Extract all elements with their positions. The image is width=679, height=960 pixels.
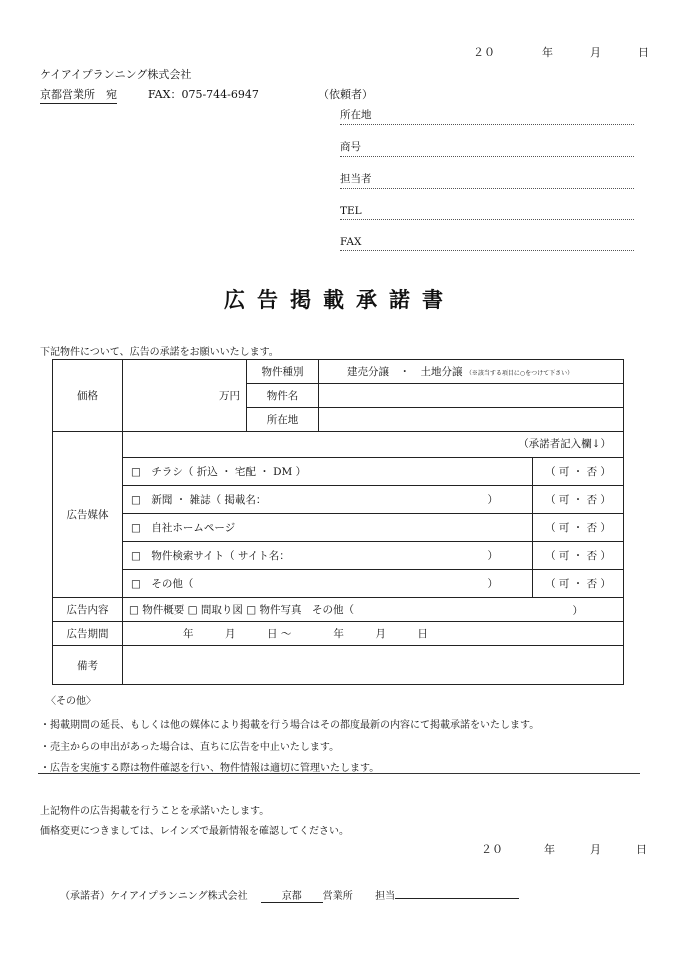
approver-line [60, 886, 519, 903]
approval-choice[interactable]: （ 可 ・ 否 ） [545, 494, 611, 506]
notes-heading: 〈その他〉 [46, 696, 96, 707]
property-type-cell[interactable] [319, 360, 624, 384]
content-cell[interactable] [123, 598, 624, 622]
date-month: 月 [590, 46, 601, 59]
intro-text: 下記物件について、広告の承諾をお願いいたします。 [40, 347, 279, 358]
approval-line-1: 上記物件の広告掲載を行うことを承諾いたします。 [40, 806, 270, 817]
field-trade-name[interactable]: 商号 [340, 138, 634, 157]
company-name: ケイアイプランニング株式会社 [40, 68, 192, 81]
requester-label: （依頼者） [318, 88, 373, 101]
note-item: ・掲載期間の延長、もしくは他の媒体により掲載を行う場合はその都度最新の内容にて掲載承諾をいたします。 [40, 720, 540, 731]
media-label: 広告媒体 [53, 432, 123, 598]
office-suffix: 営業所 [322, 891, 353, 902]
location-input[interactable] [319, 408, 624, 432]
content-close: ） [572, 605, 583, 617]
divider [38, 773, 640, 774]
approver-prefix: （承諾者）ケイアイプランニング株式会社 [60, 891, 248, 902]
property-type-value: 建売分譲 ・ 土地分譲 [347, 366, 463, 378]
content-value: □ 物件概要 □ 間取り図 □ 物件写真 その他（ [129, 604, 354, 616]
note-item: ・売主からの申出があった場合は、直ちに広告を中止いたします。 [40, 742, 340, 753]
media-row-other[interactable]: □ その他（ ） （ 可 ・ 否 ） [123, 569, 623, 597]
media-cell [123, 432, 624, 598]
property-name-label: 物件名 [247, 384, 319, 408]
property-name-input[interactable] [319, 384, 624, 408]
price-label: 価格 [53, 360, 123, 432]
property-type-note: （※該当する項目に○をつけて下さい） [465, 370, 574, 377]
approval-line-2: 価格変更につきましては、レインズで最新情報を確認してください。 [40, 826, 349, 837]
media-row-newspaper[interactable]: □ 新聞 ・ 雑誌（ 掲載名： ） （ 可 ・ 否 ） [123, 485, 623, 513]
header-date [473, 44, 649, 60]
staff-signature-field[interactable] [395, 886, 519, 899]
date-year: 年 [542, 46, 553, 59]
period-value[interactable]: 年 月 日 ～ 年 月 日 [123, 622, 624, 646]
office-to: 京都営業所 宛 [40, 86, 117, 104]
period-label: 広告期間 [53, 622, 123, 646]
field-address[interactable]: 所在地 [340, 106, 634, 125]
media-row-flyer[interactable]: □ チラシ（ 折込 ・ 宅配 ・ DM ） （ 可 ・ 否 ） [123, 457, 623, 485]
date-day: 日 [638, 46, 649, 59]
approval-choice[interactable]: （ 可 ・ 否 ） [545, 466, 611, 478]
content-label: 広告内容 [53, 598, 123, 622]
price-unit[interactable]: 万円 [123, 360, 247, 432]
approval-choice[interactable]: （ 可 ・ 否 ） [545, 578, 611, 590]
media-row-homepage[interactable]: □ 自社ホームページ （ 可 ・ 否 ） [123, 513, 623, 541]
staff-label: 担当 [375, 891, 396, 902]
approval-date: ２０ 年 月 日 [481, 843, 647, 856]
note-item: ・広告を実施する際は物件確認を行い、物件情報は適切に管理いたします。 [40, 763, 380, 774]
field-tel[interactable]: TEL [340, 201, 634, 220]
remarks-input[interactable] [123, 646, 624, 685]
remarks-label: 備考 [53, 646, 123, 685]
date-year-prefix: ２０ [473, 46, 495, 59]
field-fax[interactable]: FAX [340, 232, 634, 251]
approver-note: （承諾者記入欄↓） [518, 438, 611, 450]
office-name[interactable]: 京都 [261, 887, 323, 903]
location-label: 所在地 [247, 408, 319, 432]
approval-choice[interactable]: （ 可 ・ 否 ） [545, 522, 611, 534]
property-type-label: 物件種別 [247, 360, 319, 384]
media-row-search-site[interactable]: □ 物件検索サイト（ サイト名： ） （ 可 ・ 否 ） [123, 541, 623, 569]
fax-number: FAX：075-744-6947 [148, 88, 259, 101]
document-title: 広告掲載承諾書 [224, 287, 455, 312]
request-table [52, 359, 624, 685]
field-staff[interactable]: 担当者 [340, 170, 634, 189]
approval-choice[interactable]: （ 可 ・ 否 ） [545, 550, 611, 562]
